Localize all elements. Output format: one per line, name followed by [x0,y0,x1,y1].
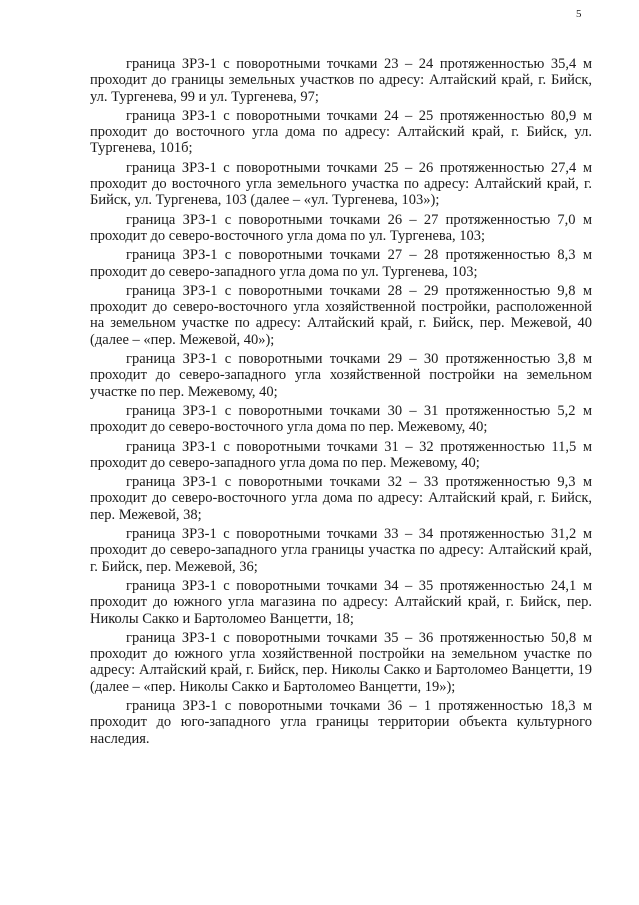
paragraph-2: граница ЗРЗ-1 с поворотными точками 24 – 25 протяженностью 80,9 м проходит до восточного угла дома по адресу: Алтайский край, г. Бийск, ул. Тургенева, 101б; [90,107,592,157]
paragraph-8: граница ЗРЗ-1 с поворотными точками 30 – 31 протяженностью 5,2 м проходит до северо-восточного угла дома по пер. Межевому, 40; [90,402,592,436]
paragraph-11: граница ЗРЗ-1 с поворотными точками 33 – 34 протяженностью 31,2 м проходит до северо-западного угла границы участка по адресу: Алтайский край, г. Бийск, пер. Межевой, 36; [90,526,592,575]
paragraph-7: граница ЗРЗ-1 с поворотными точками 29 – 30 протяженностью 3,8 м проходит до северо-западного угла хозяйственной постройки на земельном участке по пер. Межевому, 40; [90,351,592,400]
paragraph-12: граница ЗРЗ-1 с поворотными точками 34 – 35 протяженностью 24,1 м проходит до южного угла магазина по адресу: Алтайский край, г. Бийск, пер. Николы Сакко и Бартоломео Ванцетти, 18; [90,577,592,627]
paragraph-9: граница ЗРЗ-1 с поворотными точками 31 – 32 протяженностью 11,5 м проходит до северо-западного угла дома по пер. Межевому, 40; [90,438,592,471]
page-number: 5 [576,8,582,20]
paragraph-3: граница ЗРЗ-1 с поворотными точками 25 – 26 протяженностью 27,4 м проходит до восточного угла земельного участка по адресу: Алтайский край, г. Бийск, ул. Тургенева, 103 (далее – «ул. Тургенева, 103»); [90,159,592,209]
paragraph-6: граница ЗРЗ-1 с поворотными точками 28 – 29 протяженностью 9,8 м проходит до северо-восточного угла хозяйственной постройки, расположенной на земельном участке по адресу: Алтайский край, г. Бийск, пер. Межевой, 40 (далее – «пер. Межевой, 40»); [90,282,592,348]
document-body [90,56,592,750]
paragraph-5: граница ЗРЗ-1 с поворотными точками 27 – 28 протяженностью 8,3 м проходит до северо-западного угла дома по ул. Тургенева, 103; [90,247,592,280]
paragraph-13: граница ЗРЗ-1 с поворотными точками 35 – 36 протяженностью 50,8 м проходит до южного угла хозяйственной постройки на земельном участке по адресу: Алтайский край, г. Бийск, пер. Николы Сакко и Бартоломео Ванцетти, 19 (далее – «пер. Николы Сакко и Бартоломео Ванцетти, 19»); [90,629,592,695]
paragraph-1: граница ЗРЗ-1 с поворотными точками 23 – 24 протяженностью 35,4 м проходит до границы земельных участков по адресу: Алтайский край, г. Бийск, ул. Тургенева, 99 и ул. Тургенева, 97; [90,56,592,105]
paragraph-10: граница ЗРЗ-1 с поворотными точками 32 – 33 протяженностью 9,3 м проходит до северо-восточного угла дома по адресу: Алтайский край, г. Бийск, пер. Межевой, 38; [90,474,592,523]
paragraph-4: граница ЗРЗ-1 с поворотными точками 26 – 27 протяженностью 7,0 м проходит до северо-восточного угла дома по ул. Тургенева, 103; [90,211,592,244]
paragraph-14: граница ЗРЗ-1 с поворотными точками 36 – 1 протяженностью 18,3 м проходит до юго-западного угла границы территории объекта культурного наследия. [90,697,592,747]
